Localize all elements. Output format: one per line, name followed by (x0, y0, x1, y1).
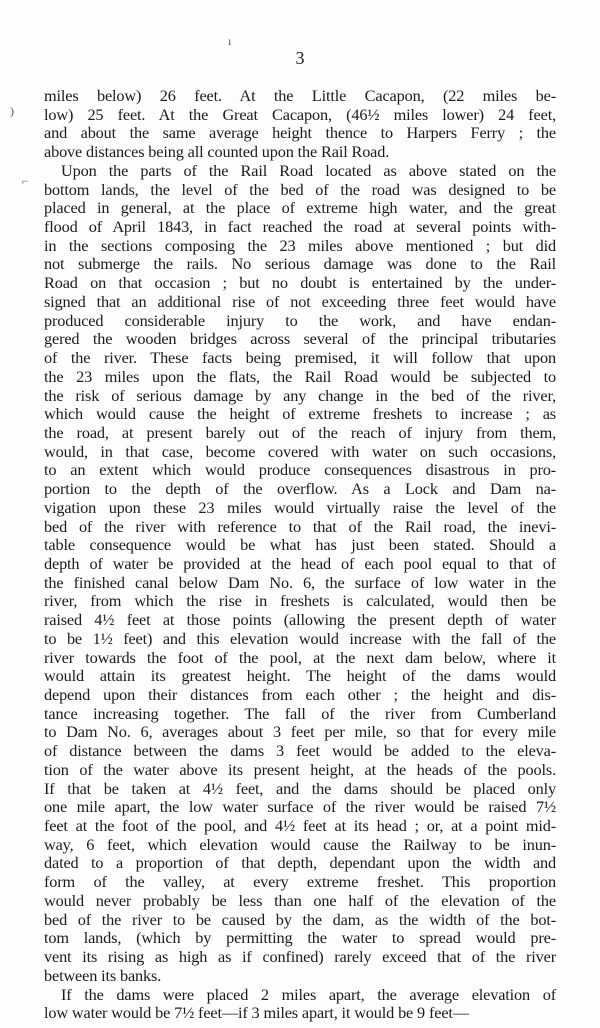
body-text (44, 87, 556, 1023)
text-line: the risk of serious damage by any change in the bed of the river, (44, 385, 556, 405)
text-line: the 23 miles upon the flats, the Rail Road would be subjected to (44, 366, 556, 386)
text-line: and about the same average height thence to Harpers Ferry ; the (44, 123, 556, 143)
text-line: Upon the parts of the Rail Road located as above stated on the (61, 160, 556, 180)
text-line: If the dams were placed 2 miles apart, the average elevation of (61, 984, 556, 1004)
text-line: bed of the river with reference to that of the Rail road, the inevi- (44, 516, 556, 536)
left-margin-mark-2: ⌐ (22, 174, 29, 188)
text-line: would attain its greatest height. The height of the dams would (44, 666, 556, 686)
text-line: river towards the foot of the pool, at the next dam below, where it (44, 647, 556, 667)
text-line: depend upon their distances from each other ; the height and dis- (44, 685, 556, 704)
text-line: to be 1½ feet) and this elevation would increase with the fall of the (44, 628, 556, 648)
text-line: depth of water be provided at the head of each pool equal to that of (44, 553, 556, 573)
top-margin-mark: ı (228, 34, 232, 48)
page-number: 3 (295, 48, 305, 68)
text-line: would, in that case, become covered with water on such occasions, (44, 441, 556, 461)
text-line: dated to a proportion of that depth, dependant upon the width and (44, 853, 556, 873)
text-line: tion of the water above its present height, at the heads of the pools. (44, 759, 556, 779)
text-line: signed that an additional rise of not exceeding three feet would have (44, 291, 556, 311)
text-line: to Dam No. 6, averages about 3 feet per mile, so that for every mile (44, 722, 556, 742)
text-line: produced considerable injury to the work, and have endan- (44, 310, 556, 330)
text-line: flood of April 1843, in fact reached the road at several points with- (44, 217, 556, 237)
text-line: the finished canal below Dam No. 6, the surface of low water in the (44, 572, 556, 592)
text-line: table consequence would be what has just been stated. Should a (44, 535, 556, 555)
text-line: way, 6 feet, which elevation would cause the Railway to be inun- (44, 834, 556, 854)
text-line: in the sections composing the 23 miles above mentioned ; but did (44, 235, 556, 255)
text-line: raised 4½ feet at those points (allowing the present depth of water (44, 610, 556, 630)
text-line: placed in general, at the place of extreme high water, and the great (44, 198, 556, 218)
text-line: Road on that occasion ; but no doubt is entertained by the under- (44, 273, 556, 293)
text-line: bed of the river to be caused by the dam, as the width of the bot- (44, 909, 556, 929)
text-line: between its banks. (44, 965, 162, 985)
text-line: to an extent which would produce consequences disastrous in pro- (44, 460, 556, 480)
text-line: low) 25 feet. At the Great Cacapon, (46½ miles lower) 24 feet, (44, 104, 556, 124)
text-line: feet at the foot of the pool, and 4½ feet at its head ; or, at a point mid- (44, 816, 556, 836)
text-line: form of the valley, at every extreme freshet. This proportion (44, 872, 556, 892)
text-line: above distances being all counted upon the Rail Road. (44, 142, 390, 162)
text-line: tom lands, (which by permitting the water to spread would pre- (44, 928, 556, 948)
text-line: would never probably be less than one half of the elevation of the (44, 890, 556, 910)
text-line: If that be taken at 4½ feet, and the dams should be placed only (44, 778, 556, 798)
text-line: portion to the depth of the overflow. As a Lock and Dam na- (44, 479, 556, 499)
text-line: which would cause the height of extreme freshets to increase ; as (44, 404, 556, 424)
text-line: vent its rising as high as if confined) rarely exceed that of the river (44, 947, 556, 967)
text-line: low water would be 7½ feet—if 3 miles apart, it would be 9 feet— (44, 1003, 469, 1023)
text-line: miles below) 26 feet. At the Little Cacapon, (22 miles be- (44, 86, 556, 105)
left-margin-mark-1: ) (10, 104, 14, 118)
text-line: gered the wooden bridges across several of the principal tributaries (44, 329, 556, 349)
text-line: tance increasing together. The fall of the river from Cumberland (44, 703, 556, 723)
text-line: river, from which the rise in freshets is calculated, would then be (44, 591, 556, 611)
text-line: one mile apart, the low water surface of the river would be raised 7½ (44, 797, 556, 817)
text-line: bottom lands, the level of the bed of the road was designed to be (44, 179, 556, 199)
text-line: of distance between the dams 3 feet would be added to the eleva- (44, 741, 556, 761)
text-line: vigation upon these 23 miles would virtually raise the level of the (44, 497, 556, 517)
text-line: of the river. These facts being premised, it will follow that upon (44, 348, 556, 368)
text-line: not submerge the rails. No serious damage was done to the Rail (44, 254, 556, 274)
text-line: the road, at present barely out of the reach of injury from them, (44, 422, 556, 442)
